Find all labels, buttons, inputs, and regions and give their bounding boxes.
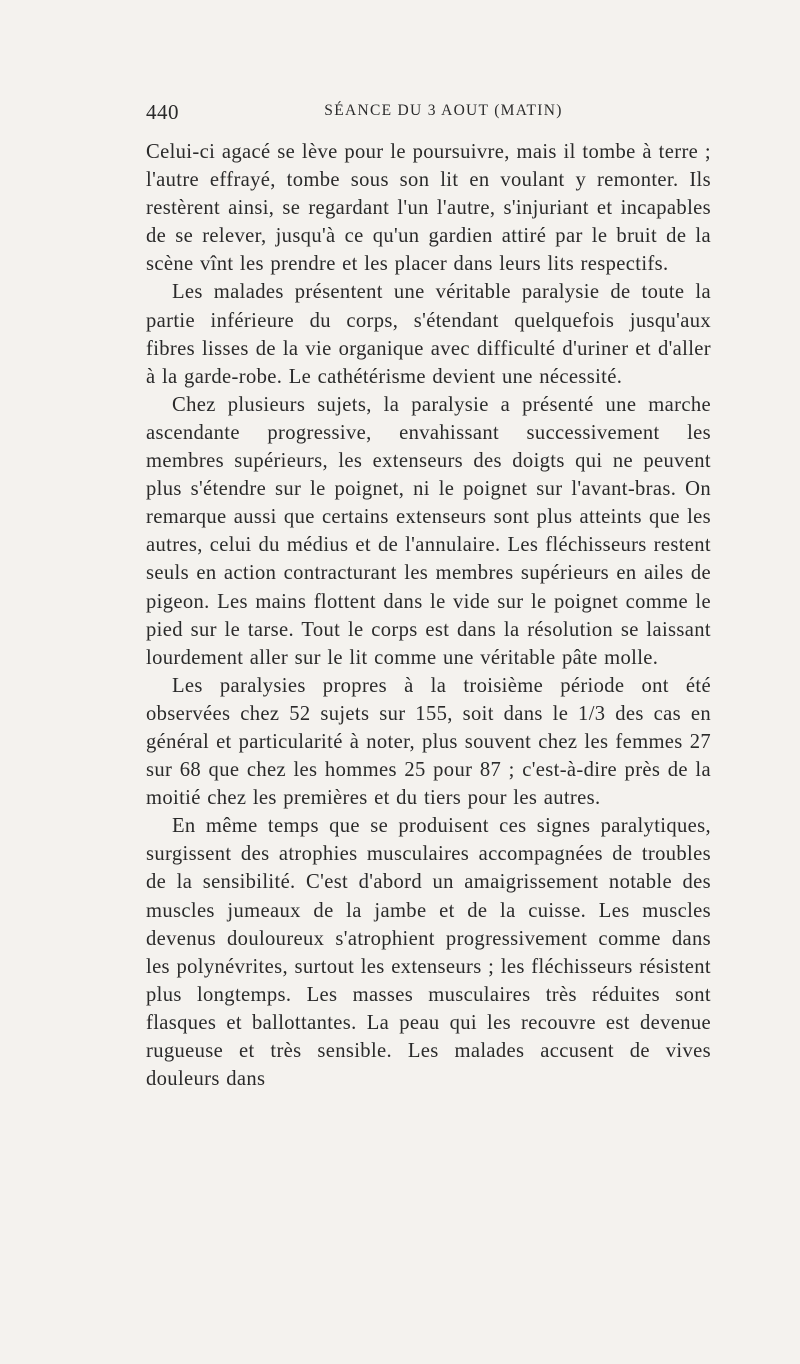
paragraph-5: En même temps que se produisent ces signes paralytiques, surgissent des atrophies musculaires accompagnées de troubles de la sensibilité. C'est d'abord un amaigrissement notable des muscles jumeaux de la jambe et de la cuisse. Les muscles devenus douloureux s'atrophient progressivement comme dans les polynévrites, surtout les extenseurs ; les fléchisseurs résistent plus longtemps. Les masses musculaires très réduites sont flasques et ballottantes. La peau qui les recouvre est devenue rugueuse et très sensible. Les malades accusent de vives douleurs dans — [146, 815, 711, 1091]
paragraph-3: Chez plusieurs sujets, la paralysie a présenté une marche ascendante progressive, envahissant successivement les membres supérieurs, les extenseurs des doigts qui ne peuvent plus s'étendre sur le poignet, ni le poignet sur l'avant-bras. On remarque aussi que certains extenseurs sont plus atteints que les autres, celui du médius et de l'annulaire. Les fléchisseurs restent seuls en action contracturant les membres supérieurs en ailes de pigeon. Les mains flottent dans le vide sur le poignet comme le pied sur le tarse. Tout le corps est dans la résolution se laissant lourdement aller sur le lit comme une véritable pâte molle. — [146, 393, 711, 669]
paragraph-4: Les paralysies propres à la troisième période ont été observées chez 52 sujets sur 155, soit dans le 1/3 des cas en général et particularité à noter, plus souvent chez les femmes 27 sur 68 que chez les hommes 25 pour 87 ; c'est-à-dire près de la moitié chez les premières et du tiers pour les autres. — [146, 674, 711, 810]
page-number: 440 — [146, 100, 179, 124]
running-head: SÉANCE DU 3 AOUT (MATIN) — [324, 102, 563, 119]
page-header — [146, 100, 711, 130]
paragraph-1: Celui-ci agacé se lève pour le poursuivre, mais il tombe à terre ; l'autre effrayé, tombe sous son lit en voulant y remonter. Ils restèrent ainsi, se regardant l'un l'autre, s'injuriant et incapables de se relever, jusqu'à ce qu'un gardien attiré par le bruit de la scène vînt les prendre et les placer dans leurs lits respectifs. — [146, 141, 711, 276]
body-text — [146, 138, 711, 1093]
paragraph-2: Les malades présentent une véritable paralysie de toute la partie inférieure du corps, s'étendant quelquefois jusqu'aux fibres lisses de la vie organique avec difficulté d'uriner et d'aller à la garde-robe. Le cathétérisme devient une nécessité. — [146, 281, 711, 388]
